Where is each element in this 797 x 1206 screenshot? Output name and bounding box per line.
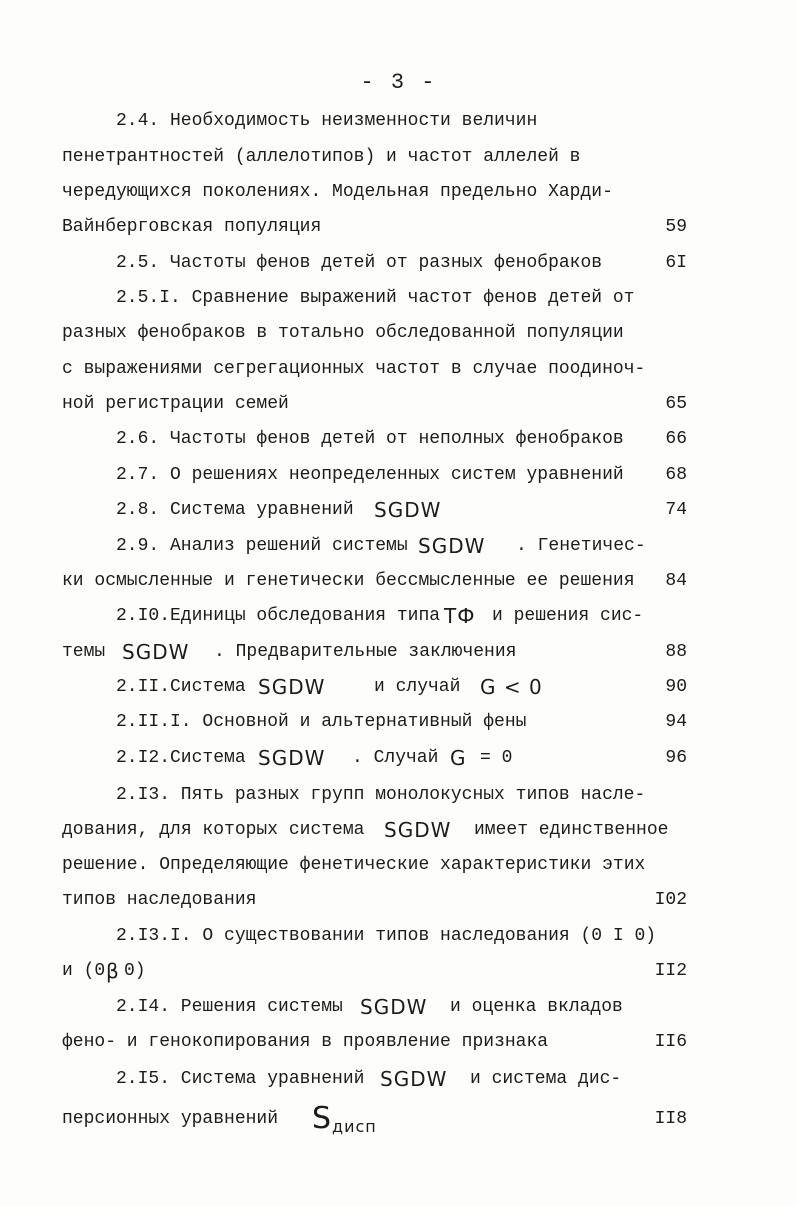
toc-line	[0, 956, 797, 986]
toc-text: и решения сис-	[492, 606, 644, 626]
toc-page-number: 90	[665, 677, 687, 697]
sgdw-symbol: SGDW	[122, 640, 190, 664]
page-number: - 3 -	[360, 70, 437, 95]
s-disp-letter: S	[312, 1101, 333, 1136]
toc-text: и оценка вкладов	[450, 997, 623, 1017]
toc-text: пенетрантностей (аллелотипов) и частот аллелей в	[62, 147, 581, 167]
toc-line	[0, 921, 797, 951]
toc-text: . Генетичес-	[516, 536, 646, 556]
toc-line	[0, 743, 797, 773]
toc-text: ки осмысленные и генетически бессмысленные ее решения	[62, 571, 635, 591]
toc-text: ной регистрации семей	[62, 394, 289, 414]
s-disp-subscript: дисп	[332, 1117, 377, 1136]
toc-text: фено- и генокопирования в проявление признака	[62, 1032, 549, 1052]
toc-line	[0, 424, 797, 454]
toc-text: 2.II.I. Основной и альтернативный фены	[116, 712, 527, 732]
toc-page-number: II6	[654, 1032, 687, 1052]
toc-line	[0, 850, 797, 880]
s-disp-symbol	[312, 1101, 377, 1142]
toc-line	[0, 142, 797, 172]
toc-text: 2.8. Система уравнений	[116, 500, 354, 520]
toc-page-number: 59	[665, 217, 687, 237]
toc-line	[0, 318, 797, 348]
toc-text: Вайнберговская популяция	[62, 217, 322, 237]
toc-text: . Предварительные заключения	[214, 642, 517, 662]
toc-line	[0, 707, 797, 737]
toc-text: 2.5.I. Сравнение выражений частот фенов детей от	[116, 288, 635, 308]
toc-text: 2.I0.Единицы обследования типа	[116, 606, 441, 626]
toc-line	[0, 885, 797, 915]
toc-page-number: 84	[665, 571, 687, 591]
toc-text: персионных уравнений	[62, 1109, 279, 1129]
sgdw-symbol: SGDW	[258, 746, 326, 770]
toc-line	[0, 1064, 797, 1094]
toc-line	[0, 177, 797, 207]
toc-text: 2.7. О решениях неопределенных систем уравнений	[116, 465, 624, 485]
sgdw-symbol: SGDW	[418, 534, 486, 558]
sgdw-symbol: SGDW	[258, 675, 326, 699]
toc-line	[0, 389, 797, 419]
toc-line	[0, 1027, 797, 1057]
toc-line	[0, 283, 797, 313]
toc-page-number: I02	[654, 890, 687, 910]
toc-text: решение. Определяющие фенетические характеристики этих	[62, 855, 646, 875]
toc-text: 2.I3.I. О существовании типов наследования (0 I 0)	[116, 926, 657, 946]
toc-page-number: 88	[665, 642, 687, 662]
toc-text: 2.I3. Пять разных групп монолокусных типов насле-	[116, 785, 646, 805]
toc-text: дования, для которых система	[62, 820, 365, 840]
toc-line	[0, 815, 797, 845]
toc-text: типов наследования	[62, 890, 257, 910]
toc-line	[0, 992, 797, 1022]
g-less-zero-symbol: G < 0	[480, 675, 543, 699]
toc-text: и (0	[62, 961, 106, 981]
sgdw-symbol: SGDW	[360, 995, 428, 1019]
toc-text: чередующихся поколениях. Модельная предельно Харди-	[62, 182, 613, 202]
toc-line	[0, 672, 797, 702]
toc-page-number: 68	[665, 465, 687, 485]
toc-text: 2.5. Частоты фенов детей от разных фенобраков	[116, 253, 603, 273]
toc-line	[0, 354, 797, 384]
toc-text: разных фенобраков в тотально обследованной популяции	[62, 323, 624, 343]
toc-line	[0, 637, 797, 667]
sgdw-symbol: SGDW	[384, 818, 452, 842]
toc-text: 2.9. Анализ решений системы	[116, 536, 408, 556]
toc-text: и система дис-	[470, 1069, 622, 1089]
toc-page-number: 74	[665, 500, 687, 520]
toc-text: 2.II.Система	[116, 677, 246, 697]
toc-page-number: 66	[665, 429, 687, 449]
toc-line	[0, 460, 797, 490]
toc-line	[0, 601, 797, 631]
toc-text: 2.4. Необходимость неизменности величин	[116, 111, 538, 131]
toc-line	[0, 531, 797, 561]
toc-text: имеет единственное	[474, 820, 669, 840]
toc-text: 2.I4. Решения системы	[116, 997, 343, 1017]
toc-text: 2.6. Частоты фенов детей от неполных фенобраков	[116, 429, 624, 449]
beta-symbol: β	[106, 959, 120, 983]
toc-line	[0, 566, 797, 596]
g-symbol: G	[450, 746, 467, 770]
toc-text: = 0	[480, 748, 513, 768]
toc-line	[0, 248, 797, 278]
toc-line	[0, 212, 797, 242]
toc-page-number: 94	[665, 712, 687, 732]
toc-text: . Случай	[352, 748, 439, 768]
toc-line	[0, 1101, 797, 1136]
toc-page-number: II8	[654, 1109, 687, 1129]
toc-line	[0, 780, 797, 810]
toc-page-number: 6I	[665, 253, 687, 273]
toc-text: 2.I5. Система уравнений	[116, 1069, 365, 1089]
sgdw-symbol: SGDW	[374, 498, 442, 522]
t-type-symbol: ТФ	[444, 604, 476, 628]
toc-page-number: 96	[665, 748, 687, 768]
toc-line	[0, 495, 797, 525]
toc-page-number: II2	[654, 961, 687, 981]
toc-text: темы	[62, 642, 106, 662]
sgdw-symbol: SGDW	[380, 1067, 448, 1091]
toc-text: с выражениями сегрегационных частот в случае поодиноч-	[62, 359, 646, 379]
toc-text: и случай	[374, 677, 461, 697]
toc-page-number: 65	[665, 394, 687, 414]
toc-text: 2.I2.Система	[116, 748, 246, 768]
toc-text: 0)	[124, 961, 146, 981]
toc-line	[0, 106, 797, 136]
